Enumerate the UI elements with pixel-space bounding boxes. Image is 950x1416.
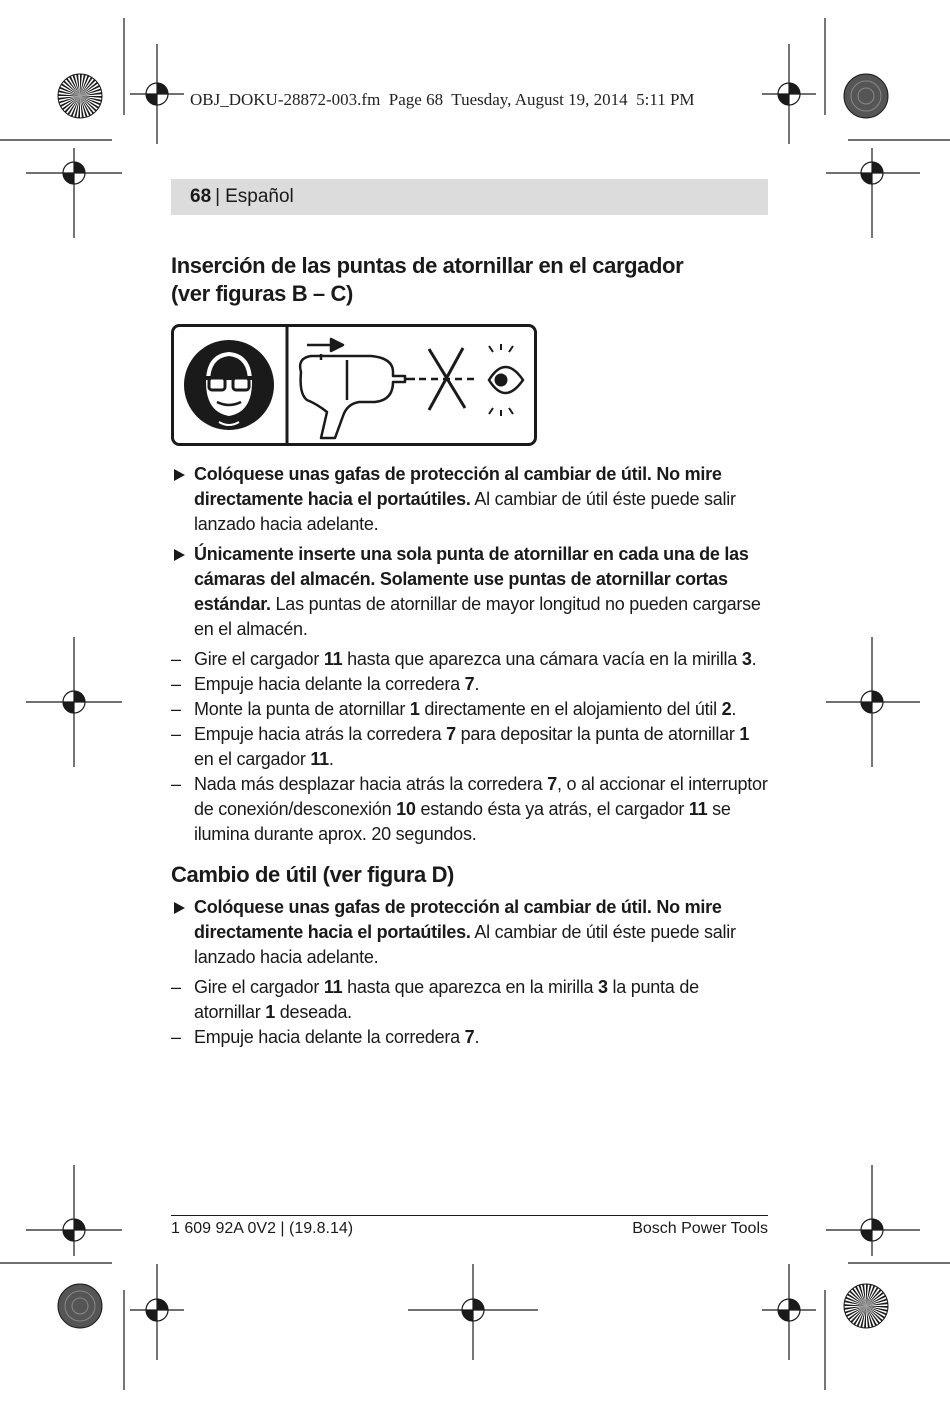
footer-doc-code: 1 609 92A 0V2 | (19.8.14) xyxy=(171,1220,354,1237)
warning-triangle-icon xyxy=(174,549,185,561)
warning-triangle-icon xyxy=(174,469,185,481)
page-number: 68 xyxy=(190,186,212,207)
header-language: Español xyxy=(225,186,294,207)
footer-rule xyxy=(171,1215,768,1216)
section-heading-insert-bits xyxy=(171,252,768,308)
step-item: – Empuje hacia delante la corredera 7. xyxy=(171,1027,480,1047)
main-content xyxy=(171,250,768,1050)
page-header-bar xyxy=(171,179,768,215)
safety-goggles-icon xyxy=(184,340,274,430)
warning-text: Al cambiar de útil éste puede salir lanzado hacia adelante. xyxy=(194,922,736,967)
warning-triangle-icon xyxy=(174,902,185,914)
warning-item xyxy=(171,895,768,970)
header-separator: | xyxy=(215,186,221,207)
warning-item xyxy=(171,462,768,537)
file-slug-line: OBJ_DOKU-28872-003.fm Page 68 Tuesday, August 19, 2014 5:11 PM xyxy=(190,90,695,109)
step-item: – Gire el cargador 11 hasta que aparezca una cámara vacía en la mirilla 3. xyxy=(171,649,757,669)
step-item: – Gire el cargador 11 hasta que aparezca en la mirilla 3 la punta de atornillar 1 deseada. xyxy=(171,977,699,1022)
warning-bold-text: Colóquese unas gafas de protección al cambiar de útil. No mire directamente hacia el portaútiles. xyxy=(194,464,722,509)
section-heading-line1: Inserción de las puntas de atornillar en el cargador xyxy=(171,253,684,278)
section-heading-line2: (ver figuras B – C) xyxy=(171,281,353,306)
step-item: – Empuje hacia delante la corredera 7. xyxy=(171,674,480,694)
step-item: – Monte la punta de atornillar 1 directamente en el alojamiento del útil 2. xyxy=(171,699,737,719)
step-list xyxy=(171,975,768,1050)
step-item: – Empuje hacia atrás la corredera 7 para depositar la punta de atornillar 1 en el cargador 11. xyxy=(171,724,750,769)
step-list xyxy=(171,647,768,847)
safety-pictogram-figure xyxy=(171,324,537,446)
section-heading-tool-change: Cambio de útil (ver figura D) xyxy=(171,862,454,887)
footer-brand: Bosch Power Tools xyxy=(632,1220,768,1237)
warning-bold-text: Únicamente inserte una sola punta de atornillar en cada una de las cámaras del almacén. Solamente use puntas de atornillar cortas estándar. xyxy=(194,544,749,614)
warning-text: Las puntas de atornillar de mayor longitud no pueden cargarse en el almacén. xyxy=(194,594,761,639)
warning-text: Al cambiar de útil éste puede salir lanzado hacia adelante. xyxy=(194,489,736,534)
warning-bold-text: Colóquese unas gafas de protección al cambiar de útil. No mire directamente hacia el portaútiles. xyxy=(194,897,722,942)
step-item: – Nada más desplazar hacia atrás la corredera 7, o al accionar el interruptor de conexión/desconexión 10 estando ésta ya atrás, el cargador 11 se ilumina durante aprox. 20 segundos. xyxy=(171,774,768,844)
warning-item xyxy=(171,542,768,642)
